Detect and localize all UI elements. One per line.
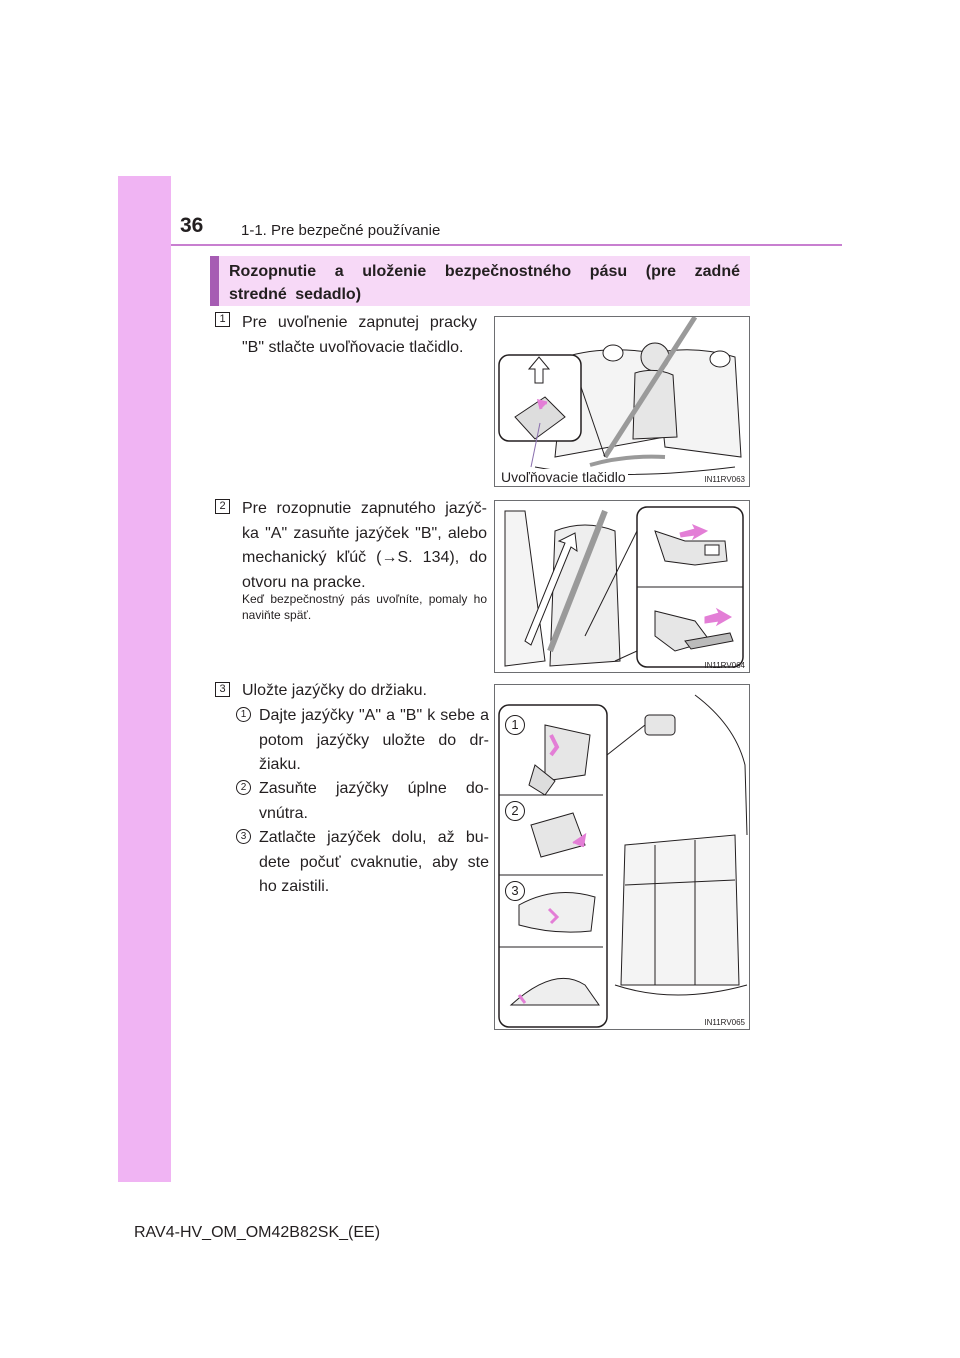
figure-release-button [494, 316, 750, 487]
figure-label-2: 2 [505, 801, 525, 821]
substep-1-text: Dajte jazýčky "A" a "B" k sebe a potom jazýčky uložte do dr-žiaku. [259, 707, 489, 773]
step-2-text: Pre rozopnutie zapnutého jazýč-ka "A" zasuňte jazýček "B", alebo mechanický kľúč (→S. 134), do otvoru na pracke. [242, 500, 487, 591]
section-title: 1-1. Pre bezpečné používanie [241, 222, 441, 239]
substep-number-2: 2 [236, 780, 251, 795]
step-number-3: 3 [215, 682, 230, 697]
seat-release-illustration [495, 317, 750, 487]
substep-3-text: Zatlačte jazýček dolu, až bu-dete počuť cvaknutie, aby ste ho zaistili. [259, 829, 489, 895]
substep-2-text: Zasuňte jazýčky úplne do-vnútra. [259, 780, 489, 822]
step-2-note: Keď bezpečnostný pás uvoľníte, pomaly ho naviňte späť. [242, 592, 487, 622]
figure-label-3: 3 [505, 881, 525, 901]
stow-tongues-illustration [495, 685, 750, 1030]
substep-number-1: 1 [236, 707, 251, 722]
document-code: RAV4-HV_OM_OM42B82SK_(EE) [134, 1224, 381, 1241]
header-rule [171, 244, 842, 246]
figure-label-1: 1 [505, 715, 525, 735]
figure-unbuckle [494, 500, 750, 673]
figure-code: IN11RV064 [704, 661, 745, 670]
step-number-1: 1 [215, 312, 230, 327]
step-1-text: Pre uvoľnenie zapnutej pracky "B" stlačte uvoľňovacie tlačidlo. [242, 314, 477, 356]
step-3-text: Uložte jazýčky do držiaku. [242, 682, 427, 699]
figure-callout: Uvoľňovacie tlačidlo [501, 469, 626, 485]
figure-store-tongues [494, 684, 750, 1030]
figure-code: IN11RV063 [704, 475, 745, 484]
page-number: 36 [180, 214, 204, 237]
step-number-2: 2 [215, 499, 230, 514]
unbuckle-illustration [495, 501, 750, 673]
substep-number-3: 3 [236, 829, 251, 844]
side-band [118, 176, 171, 1182]
section-heading [210, 256, 750, 306]
section-heading-text: Rozopnutie a uloženie bezpečnostného pásu (pre zadné stredné sedadlo) [229, 263, 740, 303]
figure-code: IN11RV065 [704, 1018, 745, 1027]
